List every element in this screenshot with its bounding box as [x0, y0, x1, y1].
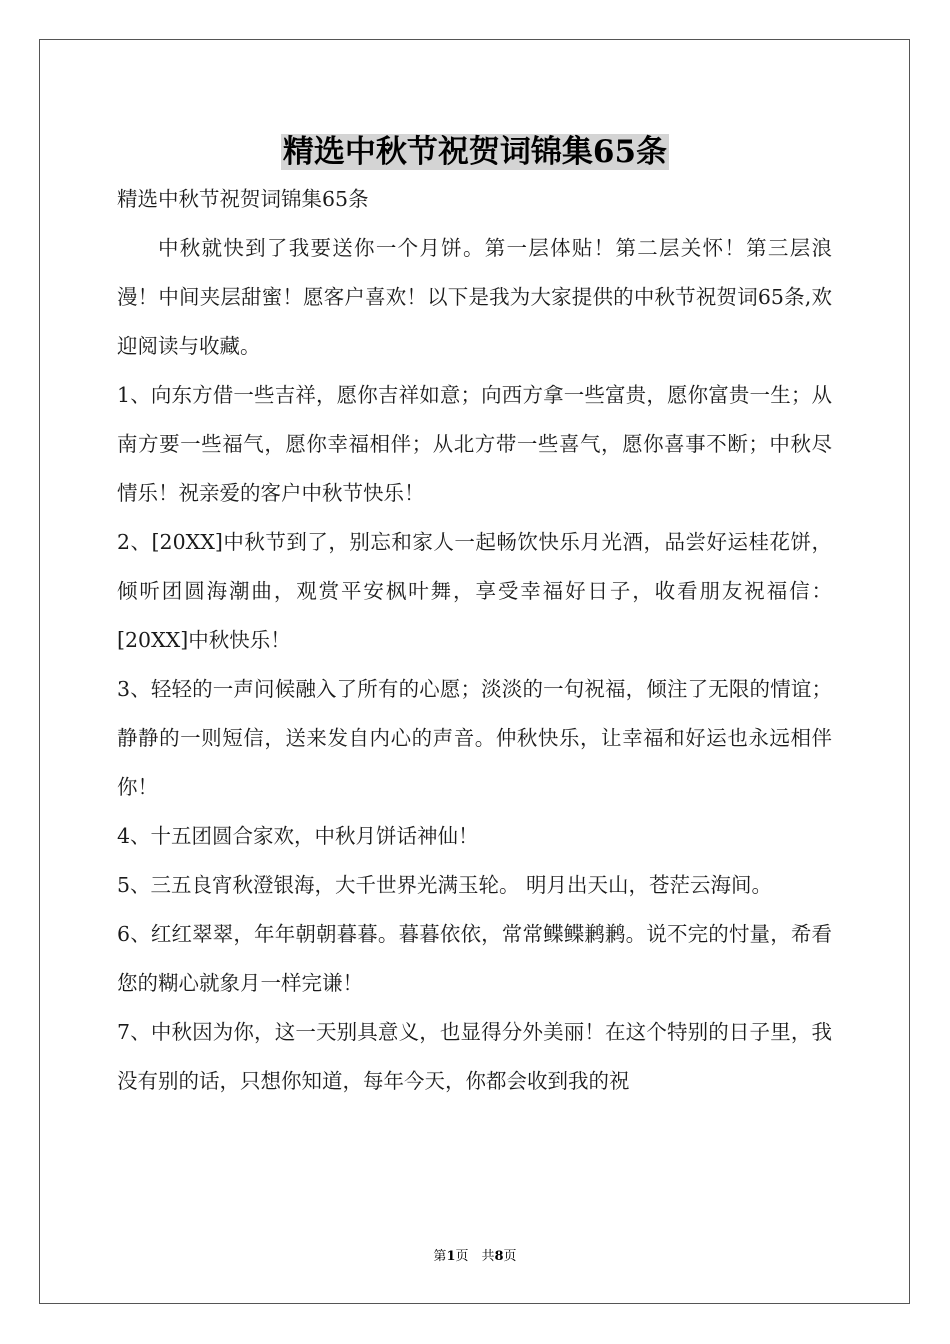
list-item: 7、中秋因为你，这一天别具意义，也显得分外美丽！在这个特别的日子里，我没有别的话，只想你知道，每年今天，你都会收到我的祝 [117, 1020, 832, 1093]
list-item: 4、十五团圆合家欢，中秋月饼话神仙！ [117, 824, 479, 848]
list-item: 6、红红翠翠，年年朝朝暮暮。暮暮依依，常常鲽鲽鹣鹣。说不完的忖量，希看您的糊心就象月一样完谦！ [117, 922, 832, 995]
intro-paragraph: 中秋就快到了我要送你一个月饼。第一层体贴！第二层关怀！第三层浪漫！中间夹层甜蜜！愿客户喜欢！以下是我为大家提供的中秋节祝贺词65条,欢迎阅读与收藏。 [117, 236, 832, 358]
list-item: 5、三五良宵秋澄银海，大千世界光满玉轮。 明月出天山，苍茫云海间。 [117, 873, 773, 897]
document-body [117, 175, 832, 1106]
document-subtitle: 精选中秋节祝贺词锦集65条 [117, 187, 369, 211]
document-title-text: 精选中秋节祝贺词锦集65条 [282, 134, 668, 170]
page-footer [0, 1245, 950, 1264]
page-prefix: 第 [433, 1249, 447, 1264]
current-page-number: 1 [446, 1249, 456, 1264]
page-mid: 页 共 [455, 1249, 495, 1264]
list-item: 1、向东方借一些吉祥，愿你吉祥如意；向西方拿一些富贵，愿你富贵一生；从南方要一些福气，愿你幸福相伴；从北方带一些喜气，愿你喜事不断；中秋尽情乐！祝亲爱的客户中秋节快乐！ [117, 383, 832, 505]
list-item: 2、[20XX]中秋节到了，别忘和家人一起畅饮快乐月光酒，品尝好运桂花饼，倾听团圆海潮曲，观赏平安枫叶舞，享受幸福好日子，收看朋友祝福信：[20XX]中秋快乐！ [117, 530, 832, 652]
list-item: 3、轻轻的一声问候融入了所有的心愿；淡淡的一句祝福，倾注了无限的情谊；静静的一则短信，送来发自内心的声音。仲秋快乐，让幸福和好运也永远相伴你！ [117, 677, 832, 799]
page-suffix: 页 [503, 1249, 517, 1264]
total-pages-number: 8 [494, 1249, 504, 1264]
document-title [0, 128, 950, 176]
